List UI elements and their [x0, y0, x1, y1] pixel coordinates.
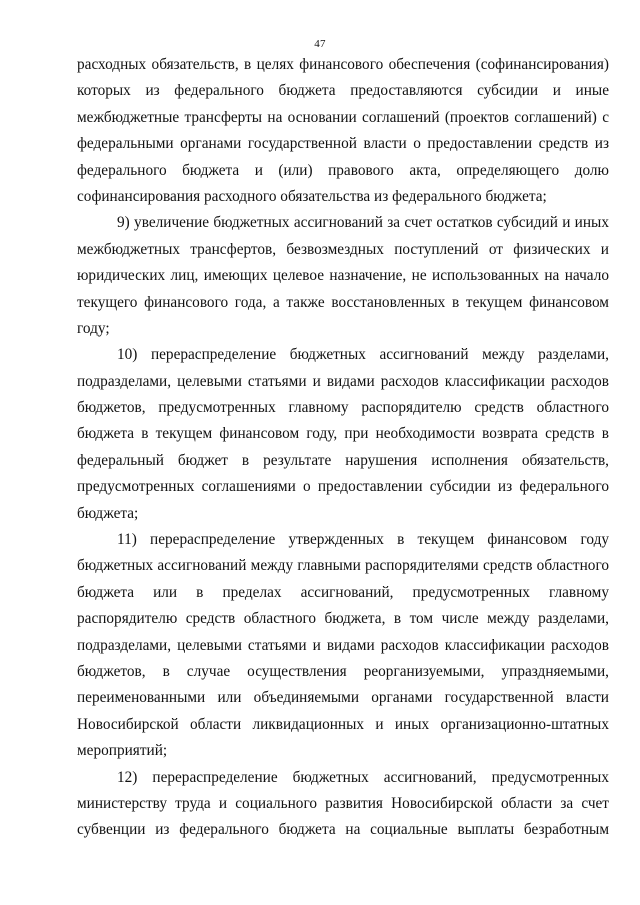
text-line: субвенции из федерального бюджета на социальные выплаты безработным	[77, 821, 609, 839]
text-line: софинансирования расходного обязательства из федерального бюджета;	[77, 187, 547, 205]
text-line: распорядителю средств областного бюджета, в том числе между разделами,	[77, 610, 609, 628]
text-line: бюджета в текущем финансовом году, при необходимости возврата средств в	[77, 425, 609, 443]
text-line: бюджета;	[77, 504, 139, 522]
text-line: Новосибирской области ликвидационных и иных организационно-штатных	[77, 715, 609, 733]
text-line: которых из федерального бюджета предоставляются субсидии и иные	[77, 82, 609, 100]
text-line: юридических лиц, имеющих целевое назначение, не использованных на начало	[77, 267, 609, 285]
text-line: бюджета или в пределах ассигнований, предусмотренных главному	[77, 583, 609, 601]
text-line: переименованными или объединяемыми органами государственной власти	[77, 689, 609, 707]
text-line: 11) перераспределение утвержденных в текущем финансовом году	[117, 531, 609, 549]
text-line: подразделами, целевыми статьями и видами расходов классификации расходов	[77, 636, 609, 654]
page-number: 47	[314, 38, 326, 50]
text-line: межбюджетных трансфертов, безвозмездных поступлений от физических и	[77, 240, 609, 258]
text-line: году;	[77, 319, 110, 337]
text-line: 12) перераспределение бюджетных ассигнований, предусмотренных	[117, 768, 609, 786]
text-line: межбюджетные трансферты на основании соглашений (проектов соглашений) с	[77, 108, 609, 126]
text-line: министерству труда и социального развития Новосибирской области за счет	[77, 794, 609, 812]
text-line: мероприятий;	[77, 742, 168, 760]
text-line: текущего финансового года, а также восстановленных в текущем финансовом	[77, 293, 609, 311]
text-line: федеральными органами государственной власти о предоставлении средств из	[77, 135, 609, 153]
text-line: предусмотренных соглашениями о предоставлении субсидии из федерального	[77, 478, 609, 496]
text-line: 9) увеличение бюджетных ассигнований за счет остатков субсидий и иных	[117, 214, 609, 232]
text-line: бюджетных ассигнований между главными распорядителями средств областного	[77, 557, 609, 575]
text-line: расходных обязательств, в целях финансового обеспечения (софинансирования)	[77, 56, 609, 73]
body-text	[77, 52, 609, 844]
text-line: федерального бюджета и (или) правового акта, определяющего долю	[77, 161, 609, 179]
text-line: бюджетов, предусмотренных главному распорядителю средств областного	[77, 399, 609, 417]
text-line: 10) перераспределение бюджетных ассигнований между разделами,	[117, 346, 609, 364]
text-line: бюджетов, в случае осуществления реорганизуемыми, упраздняемыми,	[77, 662, 609, 680]
text-line: федеральный бюджет в результате нарушения исполнения обязательств,	[77, 451, 609, 469]
text-line: подразделами, целевыми статьями и видами расходов классификации расходов	[77, 372, 609, 390]
